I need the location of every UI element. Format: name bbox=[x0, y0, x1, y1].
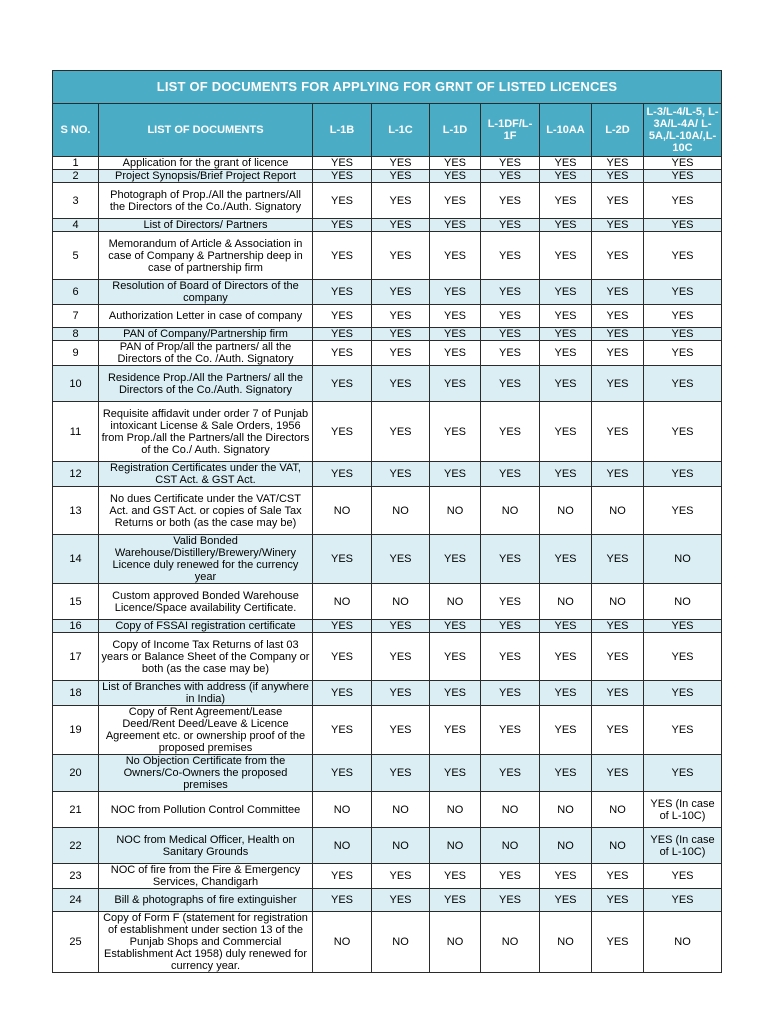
requirement-cell: NO bbox=[430, 912, 481, 973]
requirement-cell: YES bbox=[644, 462, 722, 487]
table-row bbox=[53, 157, 722, 170]
requirement-cell: YES bbox=[592, 462, 644, 487]
requirement-cell: YES bbox=[430, 219, 481, 232]
requirement-cell: YES bbox=[481, 232, 540, 280]
requirement-cell: YES bbox=[372, 341, 430, 366]
requirement-cell: YES bbox=[430, 462, 481, 487]
requirement-cell: YES bbox=[540, 706, 592, 755]
requirement-cell: YES bbox=[372, 157, 430, 170]
requirement-cell: YES bbox=[481, 584, 540, 620]
requirement-cell: YES bbox=[592, 157, 644, 170]
requirement-cell: YES bbox=[372, 366, 430, 402]
document-name-cell: No dues Certificate under the VAT/CST Act. and GST Act. or copies of Sale Tax Returns or both (as the case may be) bbox=[99, 487, 313, 535]
serial-number-cell: 4 bbox=[53, 219, 99, 232]
table-row bbox=[53, 755, 722, 792]
document-name-cell: No Objection Certificate from the Owners/Co-Owners the proposed premises bbox=[99, 755, 313, 792]
requirement-cell: YES bbox=[372, 535, 430, 584]
requirement-cell: NO bbox=[540, 487, 592, 535]
requirement-cell: YES bbox=[372, 620, 430, 633]
requirement-cell: YES bbox=[481, 366, 540, 402]
requirement-cell: YES bbox=[313, 755, 372, 792]
requirement-cell: YES bbox=[313, 280, 372, 305]
serial-number-cell: 20 bbox=[53, 755, 99, 792]
serial-number-cell: 13 bbox=[53, 487, 99, 535]
serial-number-cell: 16 bbox=[53, 620, 99, 633]
document-name-cell: Memorandum of Article & Association in case of Company & Partnership deep in case of partnership firm bbox=[99, 232, 313, 280]
requirement-cell: YES bbox=[430, 232, 481, 280]
requirement-cell: YES bbox=[644, 620, 722, 633]
requirement-cell: YES bbox=[592, 535, 644, 584]
requirement-cell: YES bbox=[644, 219, 722, 232]
requirement-cell: YES bbox=[592, 305, 644, 328]
requirement-cell: YES bbox=[540, 305, 592, 328]
serial-number-cell: 22 bbox=[53, 828, 99, 864]
requirement-cell: YES bbox=[430, 706, 481, 755]
requirement-cell: YES bbox=[313, 535, 372, 584]
serial-number-cell: 19 bbox=[53, 706, 99, 755]
requirement-cell: YES bbox=[644, 681, 722, 706]
requirement-cell: YES bbox=[644, 864, 722, 889]
requirement-cell: YES bbox=[372, 328, 430, 341]
requirement-cell: YES bbox=[644, 305, 722, 328]
serial-number-cell: 14 bbox=[53, 535, 99, 584]
serial-number-cell: 25 bbox=[53, 912, 99, 973]
requirement-cell: YES bbox=[540, 681, 592, 706]
requirement-cell: YES bbox=[592, 681, 644, 706]
documents-table bbox=[52, 70, 722, 973]
requirement-cell: YES bbox=[372, 402, 430, 462]
requirement-cell: YES bbox=[430, 328, 481, 341]
requirement-cell: YES bbox=[540, 535, 592, 584]
requirement-cell: YES bbox=[592, 280, 644, 305]
requirement-cell: YES bbox=[540, 402, 592, 462]
requirement-cell: YES bbox=[313, 462, 372, 487]
requirement-cell: YES bbox=[592, 366, 644, 402]
column-header: L-3/L-4/L-5, L-3A/L-4A/ L-5A,/L-10A/,L-10C bbox=[644, 104, 722, 157]
requirement-cell: NO bbox=[430, 487, 481, 535]
requirement-cell: YES bbox=[592, 620, 644, 633]
requirement-cell: YES bbox=[644, 366, 722, 402]
requirement-cell: YES bbox=[592, 402, 644, 462]
column-header: L-1D bbox=[430, 104, 481, 157]
requirement-cell: YES bbox=[313, 157, 372, 170]
table-row bbox=[53, 584, 722, 620]
requirement-cell: YES bbox=[481, 681, 540, 706]
requirement-cell: YES bbox=[481, 864, 540, 889]
document-name-cell: Bill & photographs of fire extinguisher bbox=[99, 889, 313, 912]
requirement-cell: NO bbox=[644, 912, 722, 973]
table-row bbox=[53, 170, 722, 183]
requirement-cell: YES bbox=[430, 864, 481, 889]
column-header: S NO. bbox=[53, 104, 99, 157]
requirement-cell: YES bbox=[430, 170, 481, 183]
requirement-cell: YES bbox=[540, 755, 592, 792]
title-row bbox=[53, 71, 722, 104]
requirement-cell: YES bbox=[481, 170, 540, 183]
column-header: L-10AA bbox=[540, 104, 592, 157]
requirement-cell: YES bbox=[481, 280, 540, 305]
requirement-cell: YES bbox=[540, 462, 592, 487]
requirement-cell: YES bbox=[644, 170, 722, 183]
requirement-cell: NO bbox=[313, 487, 372, 535]
column-header: L-1C bbox=[372, 104, 430, 157]
requirement-cell: NO bbox=[540, 792, 592, 828]
requirement-cell: YES bbox=[313, 341, 372, 366]
requirement-cell: YES bbox=[481, 402, 540, 462]
requirement-cell: YES bbox=[481, 157, 540, 170]
requirement-cell: YES bbox=[372, 170, 430, 183]
table-row bbox=[53, 535, 722, 584]
requirement-cell: YES bbox=[372, 889, 430, 912]
requirement-cell: YES bbox=[644, 280, 722, 305]
requirement-cell: YES bbox=[372, 232, 430, 280]
document-name-cell: NOC from Pollution Control Committee bbox=[99, 792, 313, 828]
requirement-cell: YES bbox=[644, 889, 722, 912]
requirement-cell: YES bbox=[540, 864, 592, 889]
requirement-cell: YES bbox=[644, 755, 722, 792]
requirement-cell: YES bbox=[540, 219, 592, 232]
requirement-cell: YES bbox=[540, 170, 592, 183]
requirement-cell: YES bbox=[372, 706, 430, 755]
requirement-cell: YES bbox=[592, 170, 644, 183]
serial-number-cell: 7 bbox=[53, 305, 99, 328]
table-row bbox=[53, 219, 722, 232]
document-name-cell: List of Directors/ Partners bbox=[99, 219, 313, 232]
requirement-cell: YES bbox=[644, 402, 722, 462]
table-row bbox=[53, 912, 722, 973]
requirement-cell: YES bbox=[430, 280, 481, 305]
table-row bbox=[53, 792, 722, 828]
requirement-cell: NO bbox=[372, 487, 430, 535]
requirement-cell: NO bbox=[430, 584, 481, 620]
requirement-cell: NO bbox=[481, 828, 540, 864]
document-name-cell: Application for the grant of licence bbox=[99, 157, 313, 170]
requirement-cell: NO bbox=[372, 792, 430, 828]
column-header: LIST OF DOCUMENTS bbox=[99, 104, 313, 157]
requirement-cell: YES bbox=[540, 633, 592, 681]
requirement-cell: NO bbox=[313, 828, 372, 864]
requirement-cell: YES bbox=[372, 219, 430, 232]
document-name-cell: Project Synopsis/Brief Project Report bbox=[99, 170, 313, 183]
document-name-cell: Copy of Form F (statement for registration of establishment under section 13 of the Punjab Shops and Commercial Establishment Act 1958) duly renewed for currency year. bbox=[99, 912, 313, 973]
requirement-cell: NO bbox=[592, 792, 644, 828]
requirement-cell: NO bbox=[481, 487, 540, 535]
document-name-cell: List of Branches with address (if anywhere in India) bbox=[99, 681, 313, 706]
serial-number-cell: 15 bbox=[53, 584, 99, 620]
requirement-cell: YES bbox=[481, 535, 540, 584]
requirement-cell: YES bbox=[644, 328, 722, 341]
requirement-cell: NO bbox=[644, 535, 722, 584]
column-header: L-1DF/L-1F bbox=[481, 104, 540, 157]
requirement-cell: YES bbox=[644, 487, 722, 535]
requirement-cell: NO bbox=[481, 792, 540, 828]
document-name-cell: Copy of FSSAI registration certificate bbox=[99, 620, 313, 633]
requirement-cell: YES bbox=[481, 755, 540, 792]
requirement-cell: NO bbox=[372, 912, 430, 973]
serial-number-cell: 1 bbox=[53, 157, 99, 170]
requirement-cell: YES bbox=[644, 183, 722, 219]
serial-number-cell: 3 bbox=[53, 183, 99, 219]
table-body bbox=[53, 157, 722, 973]
requirement-cell: YES (In case of L-10C) bbox=[644, 792, 722, 828]
requirement-cell: NO bbox=[540, 912, 592, 973]
serial-number-cell: 11 bbox=[53, 402, 99, 462]
requirement-cell: YES bbox=[313, 170, 372, 183]
serial-number-cell: 10 bbox=[53, 366, 99, 402]
serial-number-cell: 17 bbox=[53, 633, 99, 681]
requirement-cell: YES bbox=[430, 681, 481, 706]
serial-number-cell: 9 bbox=[53, 341, 99, 366]
requirement-cell: YES bbox=[313, 889, 372, 912]
requirement-cell: YES bbox=[481, 305, 540, 328]
requirement-cell: YES bbox=[592, 232, 644, 280]
document-name-cell: NOC from Medical Officer, Health on Sanitary Grounds bbox=[99, 828, 313, 864]
requirement-cell: YES bbox=[592, 706, 644, 755]
requirement-cell: YES bbox=[430, 620, 481, 633]
requirement-cell: YES bbox=[372, 280, 430, 305]
document-name-cell: Requisite affidavit under order 7 of Punjab intoxicant License & Sale Orders, 1956 from Prop./all the Partners/all the Directors of the Co./ Auth. Signatory bbox=[99, 402, 313, 462]
requirement-cell: YES bbox=[430, 633, 481, 681]
requirement-cell: NO bbox=[430, 828, 481, 864]
requirement-cell: NO bbox=[430, 792, 481, 828]
requirement-cell: YES bbox=[430, 366, 481, 402]
requirement-cell: YES bbox=[430, 341, 481, 366]
requirement-cell: YES bbox=[540, 183, 592, 219]
requirement-cell: YES bbox=[481, 183, 540, 219]
table-row bbox=[53, 462, 722, 487]
requirement-cell: YES bbox=[592, 328, 644, 341]
requirement-cell: YES bbox=[481, 706, 540, 755]
table-row bbox=[53, 681, 722, 706]
requirement-cell: YES bbox=[540, 280, 592, 305]
serial-number-cell: 12 bbox=[53, 462, 99, 487]
requirement-cell: YES (In case of L-10C) bbox=[644, 828, 722, 864]
requirement-cell: YES bbox=[540, 232, 592, 280]
document-name-cell: Registration Certificates under the VAT, CST Act. & GST Act. bbox=[99, 462, 313, 487]
requirement-cell: YES bbox=[372, 681, 430, 706]
document-name-cell: Copy of Income Tax Returns of last 03 years or Balance Sheet of the Company or both (as the case may be) bbox=[99, 633, 313, 681]
requirement-cell: NO bbox=[592, 584, 644, 620]
column-header: L-1B bbox=[313, 104, 372, 157]
requirement-cell: YES bbox=[592, 912, 644, 973]
requirement-cell: YES bbox=[481, 219, 540, 232]
requirement-cell: YES bbox=[540, 341, 592, 366]
requirement-cell: YES bbox=[430, 183, 481, 219]
requirement-cell: YES bbox=[644, 341, 722, 366]
requirement-cell: NO bbox=[313, 584, 372, 620]
serial-number-cell: 2 bbox=[53, 170, 99, 183]
requirement-cell: YES bbox=[592, 633, 644, 681]
serial-number-cell: 24 bbox=[53, 889, 99, 912]
document-name-cell: Photograph of Prop./All the partners/All the Directors of the Co./Auth. Signatory bbox=[99, 183, 313, 219]
requirement-cell: YES bbox=[313, 219, 372, 232]
serial-number-cell: 6 bbox=[53, 280, 99, 305]
requirement-cell: YES bbox=[481, 341, 540, 366]
requirement-cell: YES bbox=[313, 633, 372, 681]
document-name-cell: Valid Bonded Warehouse/Distillery/Brewery/Winery Licence duly renewed for the currency year bbox=[99, 535, 313, 584]
requirement-cell: YES bbox=[592, 755, 644, 792]
requirement-cell: YES bbox=[644, 157, 722, 170]
requirement-cell: YES bbox=[540, 157, 592, 170]
requirement-cell: YES bbox=[372, 864, 430, 889]
requirement-cell: YES bbox=[644, 706, 722, 755]
table-title: LIST OF DOCUMENTS FOR APPLYING FOR GRNT OF LISTED LICENCES bbox=[53, 71, 722, 104]
serial-number-cell: 8 bbox=[53, 328, 99, 341]
table-row bbox=[53, 232, 722, 280]
requirement-cell: YES bbox=[313, 402, 372, 462]
requirement-cell: YES bbox=[313, 706, 372, 755]
requirement-cell: YES bbox=[430, 157, 481, 170]
requirement-cell: YES bbox=[592, 889, 644, 912]
requirement-cell: YES bbox=[430, 535, 481, 584]
table-row bbox=[53, 366, 722, 402]
table-row bbox=[53, 402, 722, 462]
requirement-cell: YES bbox=[430, 755, 481, 792]
table-row bbox=[53, 620, 722, 633]
requirement-cell: YES bbox=[313, 183, 372, 219]
requirement-cell: NO bbox=[313, 912, 372, 973]
requirement-cell: YES bbox=[313, 620, 372, 633]
requirement-cell: YES bbox=[540, 366, 592, 402]
serial-number-cell: 18 bbox=[53, 681, 99, 706]
requirement-cell: YES bbox=[430, 305, 481, 328]
requirement-cell: YES bbox=[430, 402, 481, 462]
requirement-cell: YES bbox=[313, 232, 372, 280]
requirement-cell: YES bbox=[313, 328, 372, 341]
requirement-cell: NO bbox=[592, 487, 644, 535]
table-row bbox=[53, 864, 722, 889]
document-name-cell: Copy of Rent Agreement/Lease Deed/Rent Deed/Leave & Licence Agreement etc. or ownership proof of the proposed premises bbox=[99, 706, 313, 755]
requirement-cell: YES bbox=[592, 219, 644, 232]
table-row bbox=[53, 280, 722, 305]
serial-number-cell: 23 bbox=[53, 864, 99, 889]
requirement-cell: YES bbox=[372, 462, 430, 487]
document-name-cell: Authorization Letter in case of company bbox=[99, 305, 313, 328]
requirement-cell: YES bbox=[481, 633, 540, 681]
requirement-cell: NO bbox=[372, 828, 430, 864]
document-name-cell: Residence Prop./All the Partners/ all the Directors of the Co./Auth. Signatory bbox=[99, 366, 313, 402]
requirement-cell: YES bbox=[540, 889, 592, 912]
requirement-cell: YES bbox=[481, 620, 540, 633]
header-row bbox=[53, 104, 722, 157]
requirement-cell: YES bbox=[592, 183, 644, 219]
requirement-cell: NO bbox=[540, 584, 592, 620]
requirement-cell: NO bbox=[372, 584, 430, 620]
serial-number-cell: 21 bbox=[53, 792, 99, 828]
requirement-cell: NO bbox=[481, 912, 540, 973]
requirement-cell: YES bbox=[644, 633, 722, 681]
requirement-cell: YES bbox=[481, 462, 540, 487]
table-row bbox=[53, 341, 722, 366]
requirement-cell: YES bbox=[592, 341, 644, 366]
requirement-cell: YES bbox=[313, 864, 372, 889]
document-name-cell: PAN of Prop/all the partners/ all the Directors of the Co. /Auth. Signatory bbox=[99, 341, 313, 366]
requirement-cell: YES bbox=[313, 366, 372, 402]
document-name-cell: NOC of fire from the Fire & Emergency Services, Chandigarh bbox=[99, 864, 313, 889]
requirement-cell: NO bbox=[592, 828, 644, 864]
table-row bbox=[53, 889, 722, 912]
document-name-cell: Resolution of Board of Directors of the company bbox=[99, 280, 313, 305]
table-row bbox=[53, 305, 722, 328]
requirement-cell: NO bbox=[313, 792, 372, 828]
requirement-cell: YES bbox=[313, 305, 372, 328]
column-header: L-2D bbox=[592, 104, 644, 157]
table-row bbox=[53, 487, 722, 535]
requirement-cell: YES bbox=[481, 328, 540, 341]
document-name-cell: PAN of Company/Partnership firm bbox=[99, 328, 313, 341]
table-row bbox=[53, 183, 722, 219]
requirement-cell: YES bbox=[372, 633, 430, 681]
requirement-cell: YES bbox=[430, 889, 481, 912]
requirement-cell: YES bbox=[372, 305, 430, 328]
requirement-cell: YES bbox=[372, 183, 430, 219]
requirement-cell: YES bbox=[481, 889, 540, 912]
requirement-cell: YES bbox=[313, 681, 372, 706]
table-row bbox=[53, 328, 722, 341]
document-name-cell: Custom approved Bonded Warehouse Licence/Space availability Certificate. bbox=[99, 584, 313, 620]
requirement-cell: YES bbox=[592, 864, 644, 889]
table-row bbox=[53, 706, 722, 755]
requirement-cell: YES bbox=[540, 328, 592, 341]
requirement-cell: YES bbox=[644, 232, 722, 280]
table-row bbox=[53, 828, 722, 864]
requirement-cell: YES bbox=[540, 620, 592, 633]
requirement-cell: NO bbox=[644, 584, 722, 620]
requirement-cell: NO bbox=[540, 828, 592, 864]
serial-number-cell: 5 bbox=[53, 232, 99, 280]
table-row bbox=[53, 633, 722, 681]
requirement-cell: YES bbox=[372, 755, 430, 792]
